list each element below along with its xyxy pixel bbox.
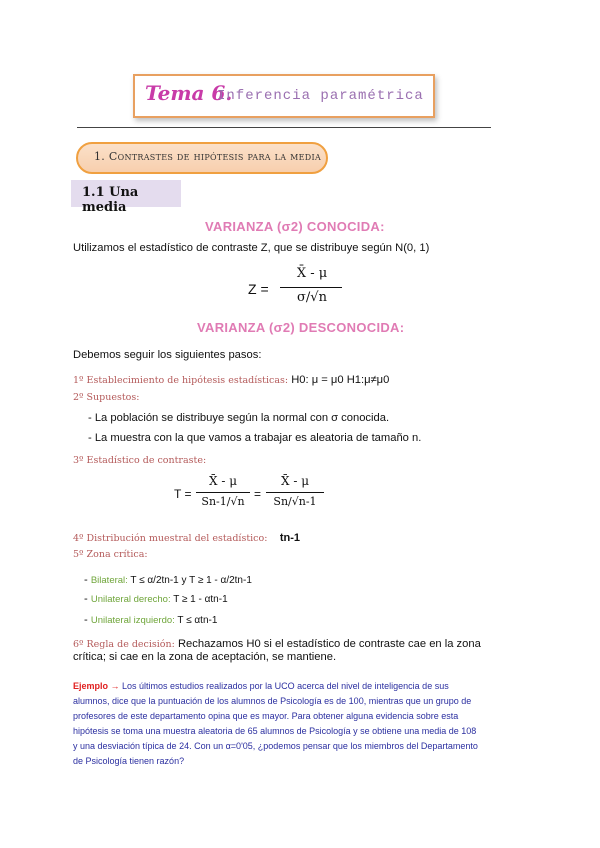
formula-z-lhs: Z =: [248, 281, 269, 297]
step-4: [73, 528, 300, 546]
formula-t-lhs: T =: [174, 487, 192, 501]
formula-z: [248, 266, 348, 312]
ejemplo-label: Ejemplo: [73, 681, 109, 691]
ejemplo-line: de Psicología tienen razón?: [73, 756, 185, 766]
formula-t-num2: X̄ - μ: [280, 474, 310, 488]
formula-t-eq: =: [254, 487, 262, 501]
ejemplo-line: hipótesis se toma una muestra aleatoria de 65 alumnos de Psicología y se obtiene una media de 108: [73, 726, 477, 736]
fraction-bar: [266, 492, 324, 493]
step-6-text-cont: crítica; si cae en la zona de aceptación, se mantiene.: [73, 651, 337, 663]
subsection-heading: [71, 180, 181, 215]
step-4-text: tn-1: [279, 532, 301, 544]
ejemplo-line: Ejemplo → Los últimos estudios realizados por la UCO acerca del nivel de inteligencia de sus: [73, 681, 449, 691]
zona-text: T ≤ α/2tn-1 y T ≥ 1 - α/2tn-1: [127, 575, 252, 586]
ejemplo-line: alumnos, dice que la puntuación de los alumnos de Psicología es de 100, mientras que un grupo de: [73, 696, 472, 706]
formula-z-num: X̄ - μ: [296, 266, 328, 281]
formula-t-num1: X̄ - μ: [208, 474, 238, 488]
step-3-label: 3º Estadístico de contraste:: [73, 455, 207, 466]
heading-varianza-conocida: VARIANZA (σ2) CONOCIDA:: [205, 219, 385, 234]
ejemplo-line: profesores de este departamento opina que es mayor. Para obtener alguna evidencia sobre esta: [73, 711, 459, 721]
step-6-label: 6º Regla de decisión:: [73, 639, 175, 650]
zona-label: Unilateral izquierdo:: [90, 615, 175, 626]
step-1: [73, 370, 389, 388]
formula-z-den: σ/√n: [297, 290, 327, 305]
step-2-item: - La población se distribuye según la normal con σ conocida.: [88, 412, 390, 424]
tema-title: Inferencia paramétrica: [217, 88, 424, 104]
formula-t: [174, 474, 324, 518]
fraction-bar: [196, 492, 250, 493]
subsection-title: 1.1 Una media: [82, 185, 139, 215]
zona-unilateral-izquierdo: - Unilateral izquierdo: T ≤ αtn-1: [84, 614, 218, 626]
step-1-text: H0: μ = μ0 H1:μ≠μ0: [288, 374, 390, 386]
step-6-text: Rechazamos H0 si el estadístico de contraste cae en la zona: [174, 638, 481, 650]
section-title: 1. Contrastes de hipótesis para la media: [94, 150, 322, 163]
section-heading: [76, 142, 328, 174]
step-4-label: 4º Distribución muestral del estadístico:: [73, 533, 268, 544]
step-6: [73, 634, 481, 652]
zona-label: Bilateral:: [90, 575, 128, 586]
step-2-item: - La muestra con la que vamos a trabajar es aleatoria de tamaño n.: [88, 432, 422, 444]
intro-conocida: Utilizamos el estadístico de contraste Z, que se distribuye según N(0, 1): [73, 242, 430, 254]
zona-text: T ≥ 1 - αtn-1: [170, 594, 228, 605]
ejemplo-line: y una desviación típica de 24. Con un α=0'05, ¿podemos pensar que los miembros del Departamento: [73, 741, 478, 751]
divider: [77, 127, 491, 128]
title-box: [133, 74, 435, 118]
zona-text: T ≤ αtn-1: [174, 615, 218, 626]
step-2-label: 2º Supuestos:: [73, 392, 140, 403]
step-1-label: 1º Establecimiento de hipótesis estadísticas:: [73, 375, 289, 386]
formula-t-den2: Sn/√n-1: [273, 495, 317, 508]
zona-label: Unilateral derecho:: [90, 594, 171, 605]
tema-number: Tema 6.: [145, 81, 233, 105]
fraction-bar: [280, 287, 342, 288]
formula-t-den1: Sn-1/√n: [201, 495, 245, 508]
step-5-label: 5º Zona crítica:: [73, 549, 148, 560]
intro-desconocida: Debemos seguir los siguientes pasos:: [73, 349, 262, 361]
zona-unilateral-derecho: - Unilateral derecho: T ≥ 1 - αtn-1: [84, 593, 228, 605]
zona-bilateral: - Bilateral: T ≤ α/2tn-1 y T ≥ 1 - α/2tn-1: [84, 574, 252, 586]
heading-varianza-desconocida: VARIANZA (σ2) DESCONOCIDA:: [197, 320, 405, 335]
ejemplo-block: [73, 679, 543, 769]
arrow-icon: →: [110, 681, 120, 691]
